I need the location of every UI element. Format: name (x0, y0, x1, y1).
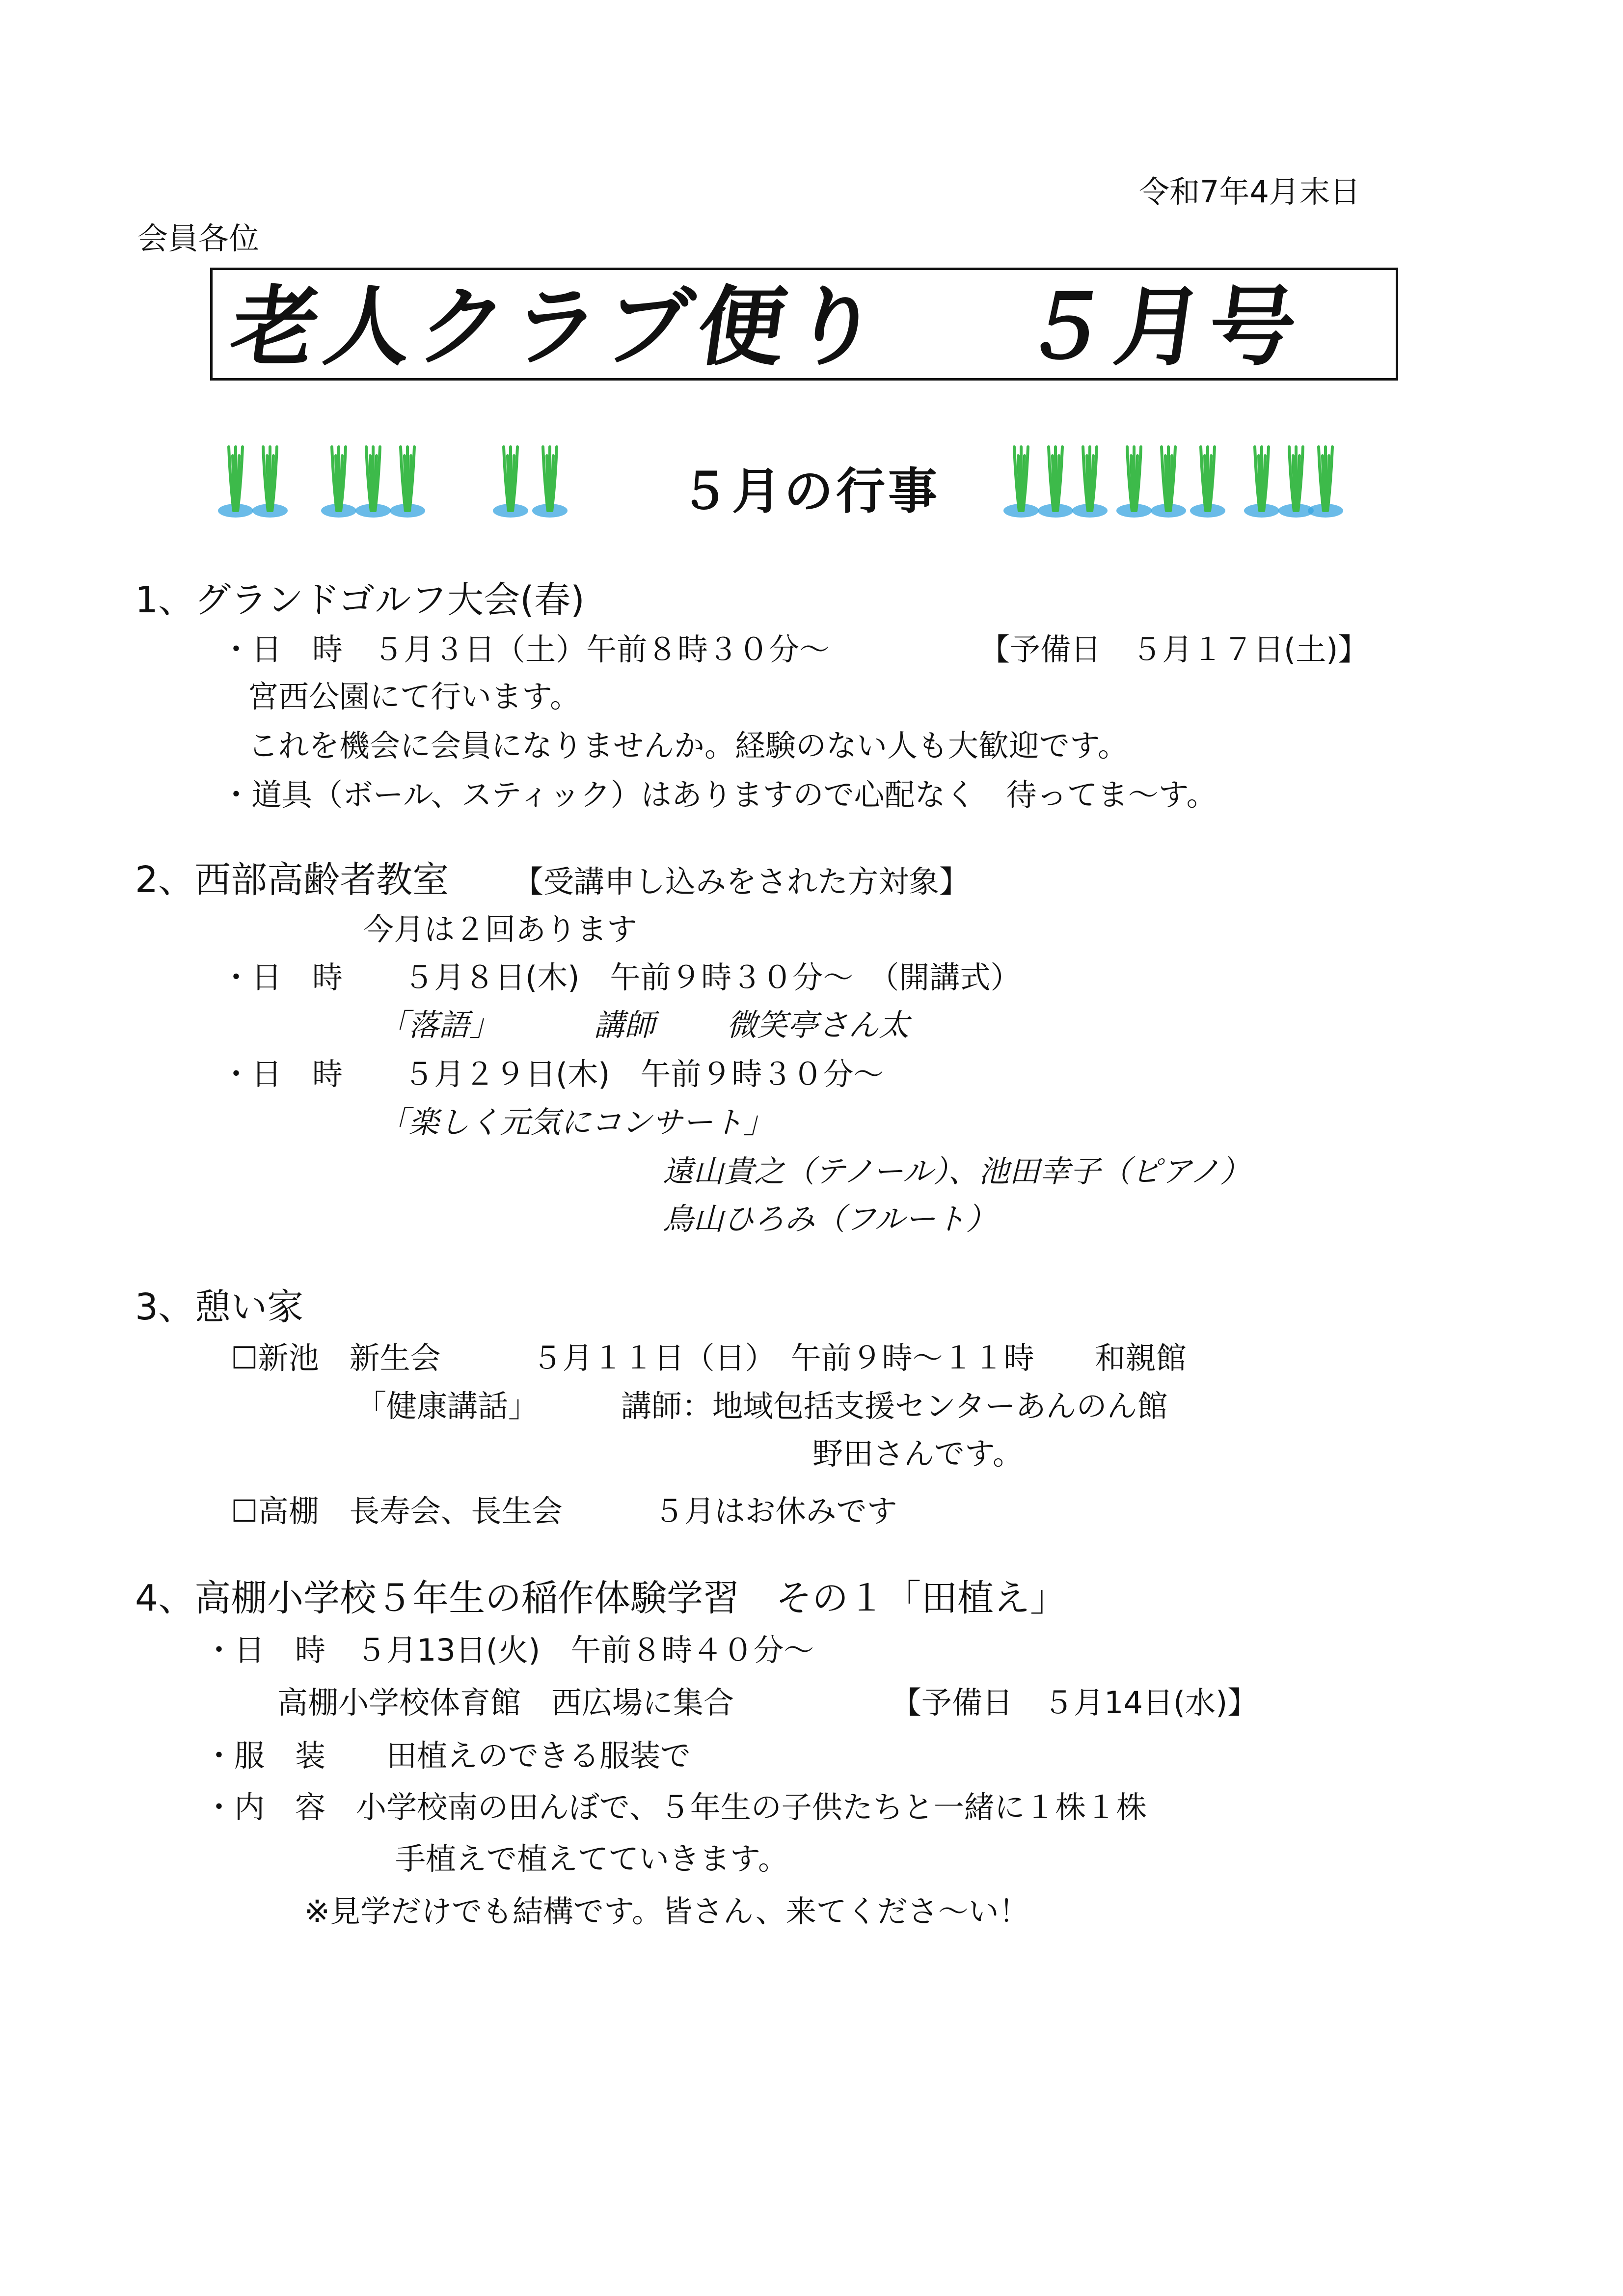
s2-event1-lecturer-label: 講師 (594, 1007, 655, 1043)
section-3-heading: 3、憩い家 (135, 1286, 304, 1328)
newsletter-title: 老人クラブ便り (225, 276, 893, 378)
events-heading: ５月の行事 (680, 463, 940, 520)
s1-place: 宮西公園にて行います。 (248, 679, 581, 714)
section-2-heading: 2、西部高齢者教室 (135, 859, 449, 901)
seedling-clump-icon (1244, 447, 1279, 518)
s4-footer-note: ※見学だけでも結構です。皆さん、来てくださ～い！ (304, 1893, 1029, 1929)
s1-reserve-day: 【予備日 ５月１７日(土)】 (979, 631, 1369, 667)
issue-date: 令和7年4月末日 (1139, 174, 1360, 210)
s4-clothes: ・服 装 田植えのできる服装で (204, 1738, 691, 1774)
seedling-clump-icon (252, 447, 288, 518)
s3-health-talk: 「健康講話」 (356, 1388, 539, 1424)
addressee: 会員各位 (137, 220, 260, 256)
s2-event1-lecturer: 微笑亭さん太 (727, 1007, 910, 1043)
s1-tools: ・道具（ボール、スティック）はありますので心配なく 待ってま～す。 (221, 777, 1217, 813)
seedling-clump-icon (1190, 447, 1225, 518)
seedling-clump-icon (321, 447, 356, 518)
s2-event2-performers-1: 遠山貴之（テノール）、池田幸子（ピアノ） (663, 1153, 1250, 1189)
s2-count: 今月は２回あります (363, 911, 638, 947)
s3-lecturer: 講師：地域包括支援センターあんのん館 (621, 1388, 1168, 1424)
s4-content-1: ・内 容 小学校南の田んぼで、５年生の子供たちと一緒に１株１株 (204, 1789, 1147, 1825)
s2-event2-date: ・日 時 ５月２９日(木) 午前９時３０分～ (221, 1056, 884, 1092)
seedling-clump-icon (390, 447, 425, 518)
s3-takatana-line: ☐高棚 長寿会、長生会 ５月はお休みです (231, 1493, 897, 1529)
seedling-clump-icon (493, 447, 528, 518)
seedling-clump-icon (1308, 447, 1343, 518)
s2-event1-date: ・日 時 ５月８日(木) 午前９時３０分～ （開講式） (221, 959, 1021, 995)
title-box (210, 268, 1398, 381)
issue-number: ５月号 (1015, 276, 1310, 378)
seedling-clump-icon (1278, 447, 1314, 518)
s2-event2-title: 「楽しく元気にコンサート」 (378, 1104, 774, 1140)
seedling-clump-icon (218, 447, 253, 518)
seedling-clump-icon (1116, 447, 1152, 518)
seedling-clump-icon (532, 447, 568, 518)
s2-event1-title: 「落語」 (378, 1007, 500, 1043)
seedling-clump-icon (1038, 447, 1073, 518)
seedling-clump-icon (355, 447, 391, 518)
s4-date-line: ・日 時 ５月13日(火) 午前８時４０分～ (204, 1632, 814, 1668)
s1-invite: これを機会に会員になりませんか。経験のない人も大歓迎です。 (248, 728, 1129, 764)
seedling-clump-icon (1151, 447, 1186, 518)
rice-seedling-right-icon (1001, 437, 1345, 535)
section-4-heading: 4、高棚小学校５年生の稲作体験学習 その１「田植え」 (135, 1577, 1067, 1619)
rice-seedling-left-icon (216, 437, 619, 535)
seedling-clump-icon (1072, 447, 1108, 518)
s4-content-2: 手植えで植えてていきます。 (395, 1841, 789, 1877)
s4-place: 高棚小学校体育館 西広場に集合 (277, 1685, 734, 1721)
s1-date-line: ・日 時 ５月３日（土）午前８時３０分～ (221, 631, 830, 667)
s2-event2-performers-2: 鳥山ひろみ（フルート） (663, 1201, 997, 1237)
s4-reserve-day: 【予備日 ５月14日(水)】 (891, 1685, 1258, 1721)
seedling-clump-icon (1003, 447, 1039, 518)
s3-lecturer-name: 野田さんです。 (812, 1436, 1024, 1472)
s3-shinike-line: ☐新池 新生会 ５月１１日（日） 午前９時～１１時 和親館 (231, 1340, 1187, 1376)
section-1-heading: 1、グランドゴルフ大会(春) (135, 579, 585, 621)
s2-target-note: 【受講申し込みをされた方対象】 (513, 864, 970, 900)
